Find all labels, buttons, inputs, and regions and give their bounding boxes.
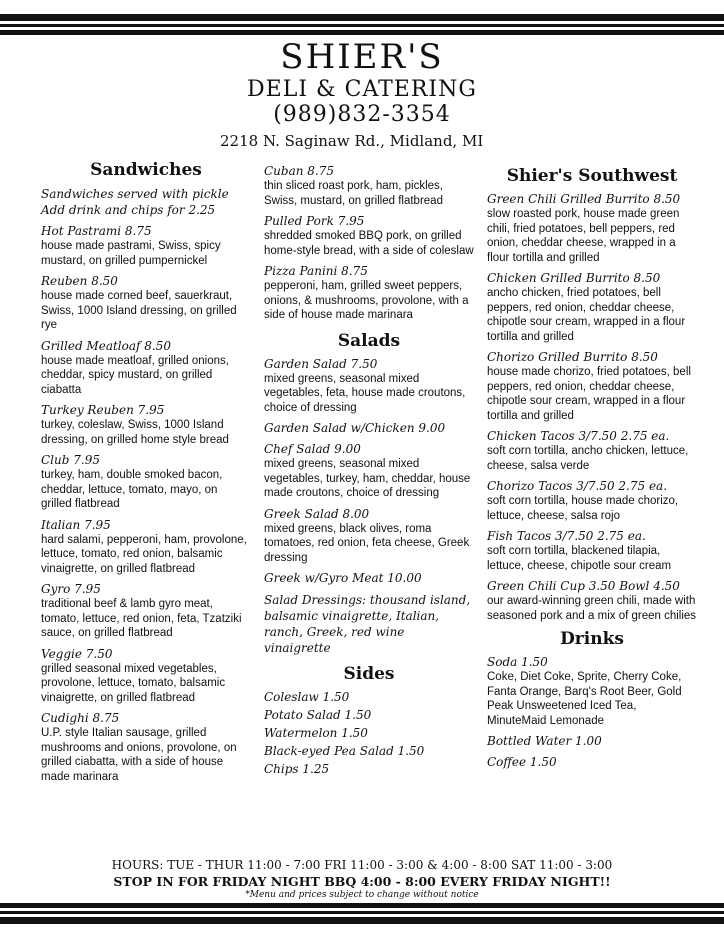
menu-item-description: hard salami, pepperoni, ham, provolone, lettuce, tomato, red onion, balsamic vinaigrette, on grilled flatbread: [41, 533, 247, 575]
menu-item-name: Garden Salad w/Chicken 9.00: [264, 421, 446, 435]
menu-item-name: Veggie 7.50: [41, 646, 113, 661]
menu-item: [264, 214, 474, 258]
menu-item-description: shredded smoked BBQ pork, on grilled home-style bread, with a side of coleslaw: [264, 230, 474, 257]
menu-item: [264, 357, 474, 416]
bottom-rule-2: [0, 911, 724, 914]
menu-item-description: mixed greens, black olives, roma tomatoes, red onion, feta cheese, Greek dressing: [264, 522, 470, 564]
menu-item: [264, 507, 474, 566]
menu-item-description: ancho chicken, fried potatoes, bell peppers, red onion, cheddar cheese, chipotle sour cream, wrapped in a flour tortilla and grilled: [487, 287, 686, 343]
menu-item-name: Green Chili Grilled Burrito 8.50: [487, 192, 681, 206]
side-item: Black-eyed Pea Salad 1.50: [264, 744, 425, 758]
menu-item-description: grilled seasonal mixed vegetables, provolone, lettuce, tomato, balsamic vinaigrette, on grilled flatbread: [41, 662, 226, 704]
menu-item: [41, 711, 251, 784]
menu-item: [487, 350, 697, 423]
salad-list: [264, 357, 474, 587]
side-item: Coleslaw 1.50: [264, 690, 350, 704]
side-item: Watermelon 1.50: [264, 726, 368, 740]
menu-item-name: Pizza Panini 8.75: [264, 264, 368, 278]
menu-item: [41, 582, 251, 641]
menu-item-description: turkey, ham, double smoked bacon, cheddar, lettuce, tomato, mayo, on grilled flatbread: [41, 469, 223, 510]
menu-item: [41, 274, 251, 333]
menu-item-name: Hot Pastrami 8.75: [41, 224, 152, 238]
menu-item: [487, 192, 697, 265]
menu-item-name: Italian 7.95: [41, 517, 111, 532]
menu-item-name: Chicken Tacos 3/7.50 2.75 ea.: [487, 429, 670, 443]
menu-item: [487, 734, 697, 749]
menu-item-description: house made pastrami, Swiss, spicy mustard, on grilled pumpernickel: [41, 240, 221, 267]
menu-item: [487, 479, 697, 523]
menu-item-name: Garden Salad 7.50: [264, 356, 378, 371]
southwest-column: [487, 158, 697, 776]
bbq-banner: STOP IN FOR FRIDAY NIGHT BBQ 4:00 - 8:00 EVERY FRIDAY NIGHT!!: [113, 874, 611, 889]
menu-item-name: Cuban 8.75: [264, 164, 335, 178]
phone-number: (989)832-3354: [273, 102, 451, 127]
menu-item: [487, 579, 697, 623]
hours: HOURS: TUE - THUR 11:00 - 7:00 FRI 11:00 - 3:00 & 4:00 - 8:00 SAT 11:00 - 3:00: [111, 858, 613, 872]
middle-column: [264, 158, 474, 780]
menu-item-name: Soda 1.50: [487, 655, 548, 669]
menu-item-description: Coke, Diet Coke, Sprite, Cherry Coke, Fanta Orange, Barq's Root Beer, Gold Peak Unsweetened Iced Tea, MinuteMaid Lemonade: [487, 671, 682, 727]
menu-item-description: soft corn tortilla, house made chorizo, lettuce, cheese, salsa rojo: [487, 495, 679, 522]
menu-item-description: traditional beef & lamb gyro meat, tomato, lettuce, red onion, feta, Tzatziki sauce, on grilled flatbread: [41, 598, 242, 639]
drinks-list: [487, 655, 697, 770]
sandwich-list: [41, 224, 251, 784]
side-item: Potato Salad 1.50: [264, 708, 372, 722]
menu-item-description: turkey, coleslaw, Swiss, 1000 Island dressing, on grilled home style bread: [41, 419, 229, 446]
address: 2218 N. Saginaw Rd., Midland, MI: [220, 132, 484, 150]
menu-item: [487, 755, 697, 770]
menu-item: [41, 453, 251, 512]
menu-item: [264, 164, 474, 208]
menu-item-description: slow roasted pork, house made green chili, fried potatoes, bell peppers, red onion, cheddar cheese, wrapped in a flour tortilla and grilled: [487, 208, 680, 264]
sandwiches-title: Sandwiches: [90, 160, 202, 180]
sandwiches-column: [41, 158, 251, 790]
menu-item-description: house made chorizo, fried potatoes, bell peppers, red onion, cheddar cheese, chipotle sour cream, wrapped in a flour tortilla and grilled: [487, 366, 691, 422]
menu-item-name: Green Chili Cup 3.50 Bowl 4.50: [487, 579, 680, 593]
menu-item-name: Chorizo Tacos 3/7.50 2.75 ea.: [487, 479, 668, 493]
menu-item-name: Fish Tacos 3/7.50 2.75 ea.: [487, 529, 646, 543]
southwest-title: Shier's Southwest: [506, 166, 678, 186]
side-item: Chips 1.25: [264, 762, 330, 776]
menu-item-description: our award-winning green chili, made with seasoned pork and a mix of green chilies: [487, 595, 697, 622]
menu-item-name: Turkey Reuben 7.95: [41, 403, 165, 417]
menu-item-description: U.P. style Italian sausage, grilled mushrooms and onions, provolone, on grilled ciabatta, with a side of house made marinara: [41, 727, 237, 783]
menu-item-name: Greek Salad 8.00: [264, 506, 370, 521]
top-rule-1: [0, 14, 724, 21]
menu-item-name: Chicken Grilled Burrito 8.50: [487, 271, 661, 285]
menu-item: [41, 403, 251, 447]
menu-item: [264, 264, 474, 323]
menu-item-name: Pulled Pork 7.95: [264, 214, 365, 228]
sides-title: Sides: [343, 664, 395, 684]
menu-item-description: house made meatloaf, grilled onions, cheddar, spicy mustard, on grilled ciabatta: [41, 354, 229, 396]
menu-item-description: soft corn tortilla, ancho chicken, lettuce, cheese, salsa verde: [487, 445, 689, 472]
menu-item-name: Chorizo Grilled Burrito 8.50: [487, 350, 658, 364]
menu-item: [41, 224, 251, 268]
menu-item: [487, 271, 697, 344]
bottom-rule-3: [0, 917, 724, 924]
menu-item: [264, 571, 474, 586]
menu-item-name: Grilled Meatloaf 8.50: [41, 338, 171, 353]
col2-list: [264, 164, 474, 323]
menu-item: [41, 647, 251, 706]
top-rule-3: [0, 30, 724, 35]
restaurant-name: SHIER'S: [280, 37, 444, 77]
menu-item-name: Cudighi 8.75: [41, 711, 120, 725]
bottom-rule-1: [0, 903, 724, 908]
menu-item-name: Chef Salad 9.00: [264, 442, 361, 456]
menu-item-description: mixed greens, seasonal mixed vegetables, turkey, ham, cheddar, house made croutons, choice of dressing: [264, 458, 471, 499]
top-rule-2: [0, 24, 724, 27]
menu-item-description: house made corned beef, sauerkraut, Swiss, 1000 Island dressing, on grilled rye: [41, 290, 237, 331]
menu-item-description: thin sliced roast pork, ham, pickles, Swiss, mustard, on grilled flatbread: [264, 180, 443, 207]
menu-item: [264, 442, 474, 501]
menu-item-name: Coffee 1.50: [487, 755, 557, 769]
menu-item-name: Reuben 8.50: [41, 274, 118, 288]
restaurant-subtitle: DELI & CATERING: [247, 77, 477, 102]
drinks-title: Drinks: [560, 629, 624, 649]
menu-item-description: mixed greens, seasonal mixed vegetables, feta, house made croutons, choice of dressing: [264, 372, 466, 414]
menu-item: [41, 518, 251, 577]
menu-item-name: Club 7.95: [41, 453, 100, 467]
southwest-list: [487, 192, 697, 623]
menu-item: [487, 529, 697, 573]
sandwiches-note: Sandwiches served with pickle Add drink and chips for 2.25: [41, 187, 229, 217]
menu-item-description: soft corn tortilla, blackened tilapia, lettuce, cheese, chipotle sour cream: [487, 545, 672, 572]
menu-item: [487, 655, 697, 728]
menu-item-name: Gyro 7.95: [41, 582, 101, 596]
menu-item-name: Greek w/Gyro Meat 10.00: [264, 571, 422, 585]
menu-item-name: Bottled Water 1.00: [487, 734, 602, 748]
menu-item-description: pepperoni, ham, grilled sweet peppers, onions, & mushrooms, provolone, with a side of house made marinara: [264, 280, 469, 321]
salads-title: Salads: [337, 330, 401, 351]
disclaimer: *Menu and prices subject to change without notice: [245, 890, 479, 900]
salad-dressings: Salad Dressings: thousand island, balsamic vinaigrette, Italian, ranch, Greek, red wine vinaigrette: [264, 593, 471, 655]
menu-item: [41, 339, 251, 398]
menu-item: [487, 429, 697, 473]
menu-item: [264, 421, 474, 436]
sides-list: [264, 690, 474, 777]
